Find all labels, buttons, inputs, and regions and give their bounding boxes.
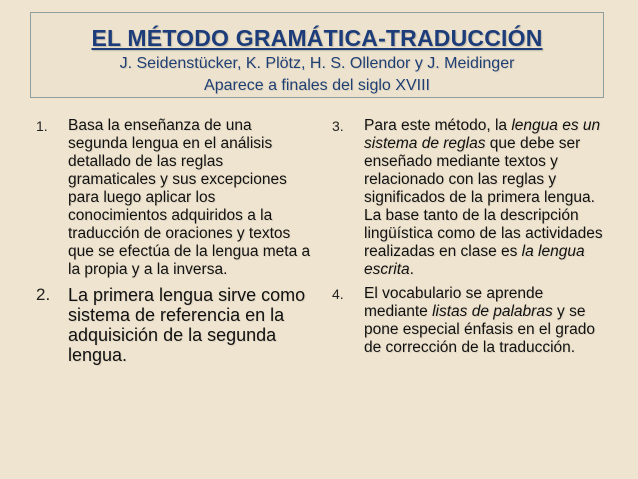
authors-line: J. Seidenstücker, K. Plötz, H. S. Ollendor y J. Meidinger	[119, 55, 515, 72]
emphasis-text: la lengua escrita	[364, 243, 585, 278]
left-column	[36, 117, 312, 371]
item-number: 3.	[332, 118, 344, 134]
item-text: La primera lengua sirve como sistema de referencia en la adquisición de la segunda lengua.	[68, 285, 306, 365]
list-item-1	[36, 117, 312, 279]
emphasis-text: listas de palabras	[432, 303, 553, 320]
text-segment: y se pone especial énfasis en el grado de corrección de la traducción.	[364, 303, 595, 356]
slide-title: EL MÉTODO GRAMÁTICA-TRADUCCIÓN	[91, 25, 543, 51]
list-item-4	[332, 285, 608, 357]
item-number: 4.	[332, 286, 344, 302]
item-number: 1.	[36, 118, 48, 134]
item-text	[364, 117, 608, 279]
item-number: 2.	[36, 285, 51, 304]
text-segment: Para este método, la	[364, 117, 512, 134]
list-item-2	[36, 285, 312, 365]
item-text: Basa la enseñanza de una segunda lengua en el análisis detallado de las reglas gramaticales y sus excepciones para luego aplicar los conocimientos adquiridos a la traducción de oraciones y textos que se efectúa de la lengua meta a la propia y a la inversa.	[68, 117, 311, 278]
list-item-3	[332, 117, 608, 279]
right-column	[332, 117, 608, 363]
emphasis-text: lengua es un sistema de reglas	[364, 117, 601, 152]
period-line: Aparece a finales del siglo XVIII	[204, 77, 430, 94]
text-segment: El vocabulario se aprende mediante	[364, 285, 544, 320]
item-text	[364, 285, 608, 357]
text-segment: que debe ser enseñado mediante textos y relacionado con las reglas y significados de la primera lengua. La base tanto de la descripción lingüística como de las actividades realizadas en clase es	[364, 135, 603, 260]
title-box	[30, 12, 604, 98]
text-segment: .	[409, 261, 414, 278]
